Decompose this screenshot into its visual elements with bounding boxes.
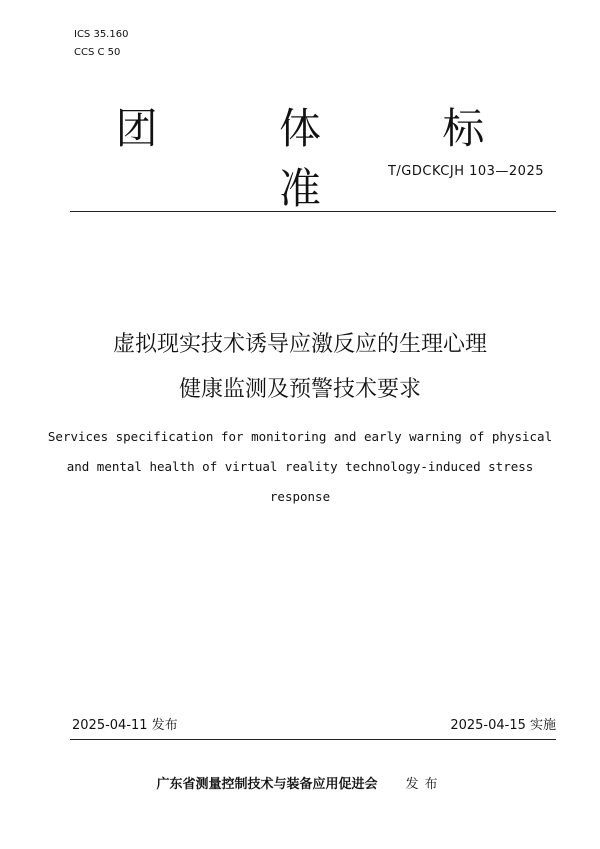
chinese-title-line-1: 虚拟现实技术诱导应激反应的生理心理 [112,332,487,357]
ccs-code: CCS C 50 [74,47,121,58]
english-title-line-3: response [269,489,331,504]
effective-date: 2025-04-15 实施 [450,718,556,733]
issuer-line [0,773,600,792]
english-title-line-1: Services specification for monitoring and early warning of physical [47,429,553,444]
issuer-name: 广东省测量控制技术与装备应用促进会 [156,777,378,792]
issue-label: 发布 [405,777,444,792]
ics-code: ICS 35.160 [74,29,129,40]
top-divider [70,211,556,212]
english-title-line-2: and mental health of virtual reality technology-induced stress [66,459,534,474]
bottom-divider [70,739,556,740]
standard-number: T/GDCKCJH 103—2025 [387,164,544,179]
document-type-title: 团 体 标 准 [115,104,539,213]
chinese-title-line-2: 健康监测及预警技术要求 [178,377,421,402]
publish-date: 2025-04-11 发布 [72,718,178,733]
classification-codes [74,26,128,62]
